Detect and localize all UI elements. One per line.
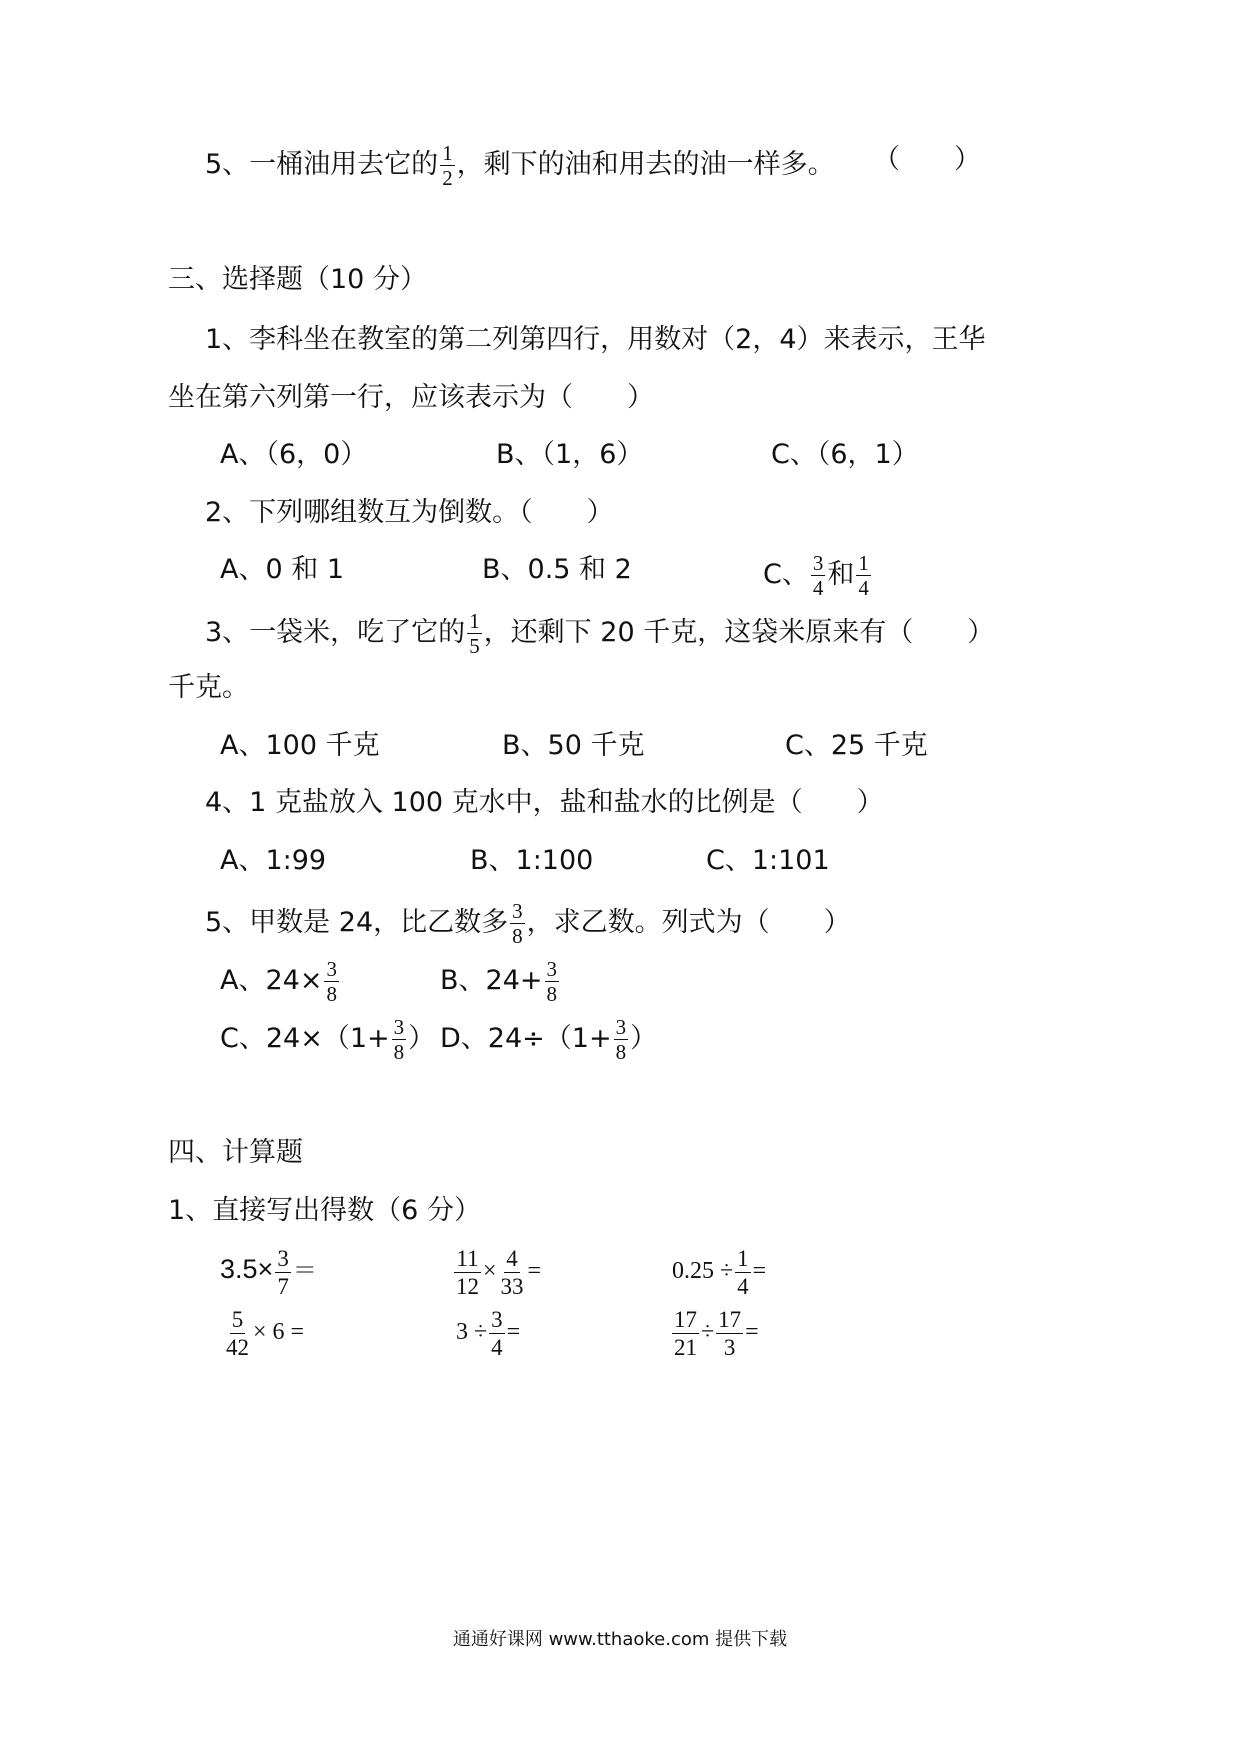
fraction-numerator: 1 [858,551,869,575]
choice-q5-stem [205,900,851,947]
fraction [454,1246,481,1299]
choice-q3-option-b: B、50 千克 [502,730,645,761]
expr-text: 0.25 ÷ [672,1258,734,1285]
fraction [324,958,339,1005]
calc-r2-c3 [670,1307,759,1360]
option-prefix: C、 [763,559,809,590]
calc-r1-c1 [220,1246,317,1299]
calc-r2-c1 [222,1307,304,1360]
fraction-numerator: 3 [812,551,824,575]
fraction-denominator: 8 [393,1040,405,1064]
fraction-numerator: 3 [615,1015,627,1039]
choice-q4-option-c: C、1:101 [706,845,830,876]
option-text: D、24÷（1+ [440,1023,612,1054]
expr-text: = [527,1258,542,1285]
fraction-numerator: 5 [231,1307,244,1332]
choice-q4-option-b: B、1:100 [470,845,594,876]
choice-q1-option-c: C、（6，1） [771,439,919,470]
stem-text: 5、甲数是 24，比乙数多 [205,907,509,938]
fraction [392,1016,407,1063]
choice-q2-option-c [763,552,873,599]
fraction-denominator: 42 [226,1335,249,1360]
option-connector: 和 [827,559,855,590]
fraction [224,1307,251,1360]
choice-q3-line2: 千克。 [168,672,249,703]
fraction-numerator: 1 [737,1246,749,1271]
fraction [275,1246,291,1299]
choice-q1-line1: 1、李科坐在教室的第二列第四行，用数对（2，4）来表示，王华 [205,324,986,355]
judge-q5-answer-paren: （ ） [873,144,981,175]
fraction-numerator: 17 [674,1307,697,1332]
fraction [545,958,560,1005]
fraction-denominator: 4 [737,1274,749,1299]
fraction-denominator: 8 [615,1040,627,1064]
calc-r1-c2 [452,1246,541,1299]
fraction-denominator: 8 [512,924,523,948]
expr-text: ÷ [701,1319,715,1346]
fraction-numerator: 11 [456,1246,479,1271]
choice-q5-option-b [440,958,561,1005]
fraction [440,142,455,189]
choice-q2-option-b: B、0.5 和 2 [482,554,632,585]
choice-q2-stem: 2、下列哪组数互为倒数。（ ） [205,497,614,528]
fraction-numerator: 4 [506,1246,518,1271]
fraction-numerator: 3 [491,1307,503,1332]
fraction-denominator: 12 [456,1274,479,1299]
fraction-denominator: 2 [442,166,453,190]
option-text: ） [630,1023,658,1054]
stem-text: ，求乙数。列式为（ ） [526,907,851,938]
option-text: C、24×（1+ [220,1023,390,1054]
fraction-denominator: 4 [812,576,824,600]
fraction-denominator: 33 [500,1274,524,1299]
fraction [735,1246,751,1299]
expr-text: = [506,1319,521,1346]
judge-q5 [205,142,835,189]
fraction [672,1307,699,1360]
fraction [716,1307,743,1360]
fraction-numerator: 3 [277,1246,289,1271]
choice-q5-option-c [220,1016,435,1063]
expr-text: 3 ÷ [456,1319,488,1346]
choice-q2-option-a: A、0 和 1 [220,554,344,585]
fraction-denominator: 3 [723,1335,736,1360]
choice-q3-option-a: A、100 千克 [220,730,380,761]
fraction-denominator: 8 [326,982,337,1006]
choice-q3-stem [205,610,994,657]
fraction-numerator: 3 [326,957,337,981]
option-text: ） [408,1023,436,1054]
judge-q5-text-b: ，剩下的油和用去的油一样多。 [456,149,835,180]
fraction-numerator: 3 [512,899,523,923]
fraction [811,552,826,599]
option-text: B、24+ [440,965,543,996]
calc-r1-c3 [672,1246,766,1299]
fraction [510,900,525,947]
fraction-denominator: 4 [858,576,869,600]
fraction-numerator: 3 [393,1015,405,1039]
choice-q5-option-d [440,1016,657,1063]
section-heading-choice: 三、选择题（10 分） [168,264,427,295]
expr-text: 3.5× [220,1254,274,1285]
expr-text: × 6 = [253,1319,305,1346]
fraction [489,1307,505,1360]
choice-q5-option-a [220,958,341,1005]
fraction-denominator: 8 [546,982,558,1006]
fraction [467,610,482,657]
fraction [614,1016,629,1063]
expr-text: ＝ [292,1258,317,1285]
fraction-denominator: 4 [491,1335,503,1360]
choice-q1-option-a: A、（6，0） [220,439,368,470]
fraction-denominator: 21 [674,1335,697,1360]
section-heading-calc: 四、计算题 [168,1137,303,1168]
choice-q1-line2: 坐在第六列第一行，应该表示为（ ） [168,382,654,413]
expr-text: = [752,1258,767,1285]
calc-r2-c2 [456,1307,520,1360]
expr-text: × [483,1258,497,1285]
stem-text: 3、一袋米，吃了它的 [205,617,466,648]
judge-q5-text-a: 5、一桶油用去它的 [205,149,439,180]
choice-q4-stem: 4、1 克盐放入 100 克水中，盐和盐水的比例是（ ） [205,787,884,818]
fraction-denominator: 5 [469,634,480,658]
choice-q4-option-a: A、1:99 [220,845,327,876]
page-footer: 通通好课网 www.tthaoke.com 提供下载 [452,1629,788,1650]
option-text: A、24× [220,965,323,996]
fraction-numerator: 1 [469,609,480,633]
fraction-denominator: 7 [277,1274,289,1299]
choice-q1-option-b: B、（1，6） [496,439,644,470]
fraction [856,552,871,599]
fraction-numerator: 3 [546,957,558,981]
stem-text: ，还剩下 20 千克，这袋米原来有（ ） [483,617,995,648]
fraction-numerator: 1 [442,141,453,165]
fraction-numerator: 17 [718,1307,742,1332]
expr-text: = [745,1319,759,1346]
choice-q3-option-c: C、25 千克 [785,730,928,761]
fraction [499,1246,526,1299]
calc-subheading-1: 1、直接写出得数（6 分） [168,1195,481,1226]
